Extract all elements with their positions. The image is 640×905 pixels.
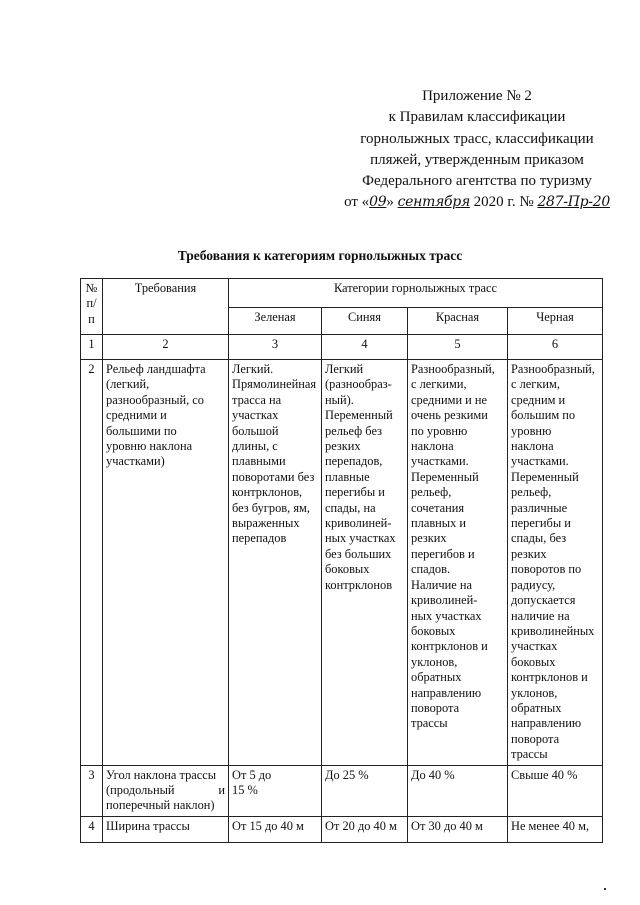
header-red: Красная <box>408 308 508 335</box>
header-categories: Категории горнолыжных трасс <box>229 279 603 308</box>
cell-line: Разнообразный, <box>511 362 595 376</box>
cell-line: допускается <box>511 593 576 608</box>
cell-line: ный). <box>325 392 354 407</box>
cell-line: с легкими, <box>411 377 467 392</box>
date-month: сентября <box>397 194 470 211</box>
cell-line: очень резкими <box>411 408 488 423</box>
header-num: № п/п <box>81 279 103 335</box>
cell-line: (легкий, <box>106 377 150 392</box>
cell-line: резких <box>411 531 447 546</box>
header-requirements: Требования <box>103 279 229 335</box>
col-number: 2 <box>103 335 229 360</box>
scan-speck <box>604 888 606 890</box>
cell-line: участках <box>232 408 279 423</box>
cell-line: (продольный и <box>106 782 225 797</box>
cell-line: контрклонов и <box>511 670 588 685</box>
table-row <box>81 360 603 766</box>
cell-line: выраженных <box>232 516 300 531</box>
table-row <box>81 816 603 842</box>
cell-line: До 40 % <box>411 767 455 782</box>
blue-cell <box>322 360 408 766</box>
cell-line: средним и <box>511 392 566 407</box>
cell-line: Свыше 40 % <box>511 767 578 782</box>
black-cell <box>508 360 603 766</box>
cell-line: плавные <box>325 469 370 484</box>
cell-line: плавных и <box>411 516 467 531</box>
cell-line: Легкий <box>325 362 364 376</box>
cell-line: трассы <box>511 747 548 762</box>
cell-line: большим по <box>511 408 576 423</box>
green-cell <box>229 816 322 842</box>
cell-line: контрклонов и <box>411 639 488 654</box>
cell-line: ных участках <box>325 531 396 546</box>
cell-line: поворота <box>511 731 560 746</box>
cell-line: спадов. <box>411 562 451 577</box>
cell-line: участках <box>511 639 558 654</box>
cell-line: различные <box>511 500 568 515</box>
black-cell <box>508 765 603 816</box>
cell-line: наличие на <box>511 608 570 623</box>
cell-line: (разнообраз- <box>325 377 392 392</box>
cell-line: перегибов и <box>411 546 475 561</box>
cell-line: уровню наклона <box>106 439 193 454</box>
requirements-table <box>80 278 603 843</box>
cell-line: перегибы и <box>511 516 571 531</box>
cell-line: наклона <box>411 439 454 454</box>
cell-line: Легкий. <box>232 362 274 376</box>
col-number: 3 <box>229 335 322 360</box>
cell-line: спады, на <box>325 500 376 515</box>
blue-cell <box>322 816 408 842</box>
appendix-line-5: Федерального агентства по туризму <box>362 173 592 190</box>
cell-line: Разнообразный, <box>411 362 495 376</box>
cell-line: без бугров, ям, <box>232 500 310 515</box>
cell-line: криволинейных <box>511 623 595 638</box>
cell-line: поворотов по <box>511 562 582 577</box>
cell-line: уклонов, <box>411 654 458 669</box>
cell-line: криволиней- <box>325 516 392 531</box>
cell-line: резких <box>511 546 547 561</box>
document-title: Требования к категориям горнолыжных трасс <box>177 248 463 263</box>
order-number: 287-Пр-20 <box>537 194 610 211</box>
cell-line: большими по <box>106 423 177 438</box>
cell-line: радиусу, <box>511 577 556 592</box>
cell-line: спады, без <box>511 531 567 546</box>
cell-line: Ширина трассы <box>106 818 190 833</box>
cell-line: трасса на <box>232 392 282 407</box>
table-header-row <box>81 279 603 308</box>
red-cell <box>408 360 508 766</box>
cell-line: участками. <box>511 454 569 469</box>
header-green: Зеленая <box>229 308 322 335</box>
cell-line: поперечный наклон) <box>106 798 215 813</box>
cell-line: направлению <box>511 716 582 731</box>
cell-line: средними и не <box>411 392 488 407</box>
cell-line: по уровню <box>411 423 468 438</box>
cell-line: криволиней- <box>411 593 478 608</box>
cell-line: Прямолинейная <box>232 377 317 392</box>
appendix-line-4: пляжей, утвержденным приказом <box>370 151 584 168</box>
column-number-row <box>81 335 603 360</box>
col-number: 4 <box>322 335 408 360</box>
col-number: 6 <box>508 335 603 360</box>
table-row <box>81 765 603 816</box>
black-cell <box>508 816 603 842</box>
col-number: 1 <box>81 335 103 360</box>
date-year: 2020 г. № <box>473 194 534 211</box>
appendix-line-2: к Правилам классификации <box>388 109 566 126</box>
order-date-line <box>336 192 618 213</box>
cell-line: трассы <box>411 716 448 731</box>
header-black: Черная <box>508 308 603 335</box>
cell-line: длины, с <box>232 439 278 454</box>
cell-line: сочетания <box>411 500 465 515</box>
cell-line: Переменный <box>511 469 579 484</box>
cell-line: От 15 до 40 м <box>232 818 304 833</box>
red-cell <box>408 765 508 816</box>
cell-line: поворотами без <box>232 469 315 484</box>
cell-line: направлению <box>411 685 482 700</box>
cell-line: обратных <box>411 670 462 685</box>
requirement-cell <box>103 816 229 842</box>
appendix-line-3: горнолыжных трасс, классификации <box>360 130 594 147</box>
requirement-cell <box>103 765 229 816</box>
cell-line: резких <box>325 439 361 454</box>
cell-line: 15 % <box>232 782 258 797</box>
date-day: 09 <box>369 194 387 211</box>
row-number: 2 <box>81 360 103 766</box>
cell-line: перегибы и <box>325 485 385 500</box>
cell-line: наклона <box>511 439 554 454</box>
cell-line: Переменный <box>325 408 393 423</box>
blue-cell <box>322 765 408 816</box>
cell-line: Не менее 40 м, <box>511 818 590 833</box>
cell-line: плавными <box>232 454 286 469</box>
cell-line: Наличие на <box>411 577 472 592</box>
appendix-number: Приложение № 2 <box>422 88 532 104</box>
cell-line: контрклонов <box>325 577 393 592</box>
cell-line: поворота <box>411 700 460 715</box>
cell-line: участками) <box>106 454 165 469</box>
cell-line: контрклонов, <box>232 485 303 500</box>
cell-line: рельеф, <box>411 485 452 500</box>
cell-line: обратных <box>511 700 562 715</box>
cell-line: перепадов, <box>325 454 383 469</box>
cell-line: боковых <box>411 623 456 638</box>
cell-line: разнообразный, со <box>106 392 204 407</box>
appendix-header <box>336 86 618 214</box>
cell-line: Рельеф ландшафта <box>106 362 206 376</box>
green-cell <box>229 765 322 816</box>
cell-line: ных участках <box>411 608 482 623</box>
date-prefix: от « <box>344 194 370 211</box>
cell-line: От 5 до <box>232 767 272 782</box>
cell-line: От 20 до 40 м <box>325 818 397 833</box>
col-number: 5 <box>408 335 508 360</box>
cell-line: большой <box>232 423 279 438</box>
cell-line: Угол наклона трассы <box>106 767 217 782</box>
cell-line: без больших <box>325 546 392 561</box>
cell-line: участками. <box>411 454 469 469</box>
cell-line: Переменный <box>411 469 479 484</box>
cell-line: рельеф, <box>511 485 552 500</box>
requirement-cell <box>103 360 229 766</box>
row-number: 4 <box>81 816 103 842</box>
cell-line: уклонов, <box>511 685 558 700</box>
header-blue: Синяя <box>322 308 408 335</box>
cell-line: средними и <box>106 408 167 423</box>
date-mid: » <box>386 194 394 211</box>
red-cell <box>408 816 508 842</box>
cell-line: боковых <box>325 562 370 577</box>
cell-line: перепадов <box>232 531 287 546</box>
row-number: 3 <box>81 765 103 816</box>
cell-line: уровню <box>511 423 552 438</box>
cell-line: От 30 до 40 м <box>411 818 483 833</box>
cell-line: рельеф без <box>325 423 382 438</box>
cell-line: До 25 % <box>325 767 369 782</box>
cell-line: боковых <box>511 654 556 669</box>
cell-line: с легким, <box>511 377 560 392</box>
green-cell <box>229 360 322 766</box>
